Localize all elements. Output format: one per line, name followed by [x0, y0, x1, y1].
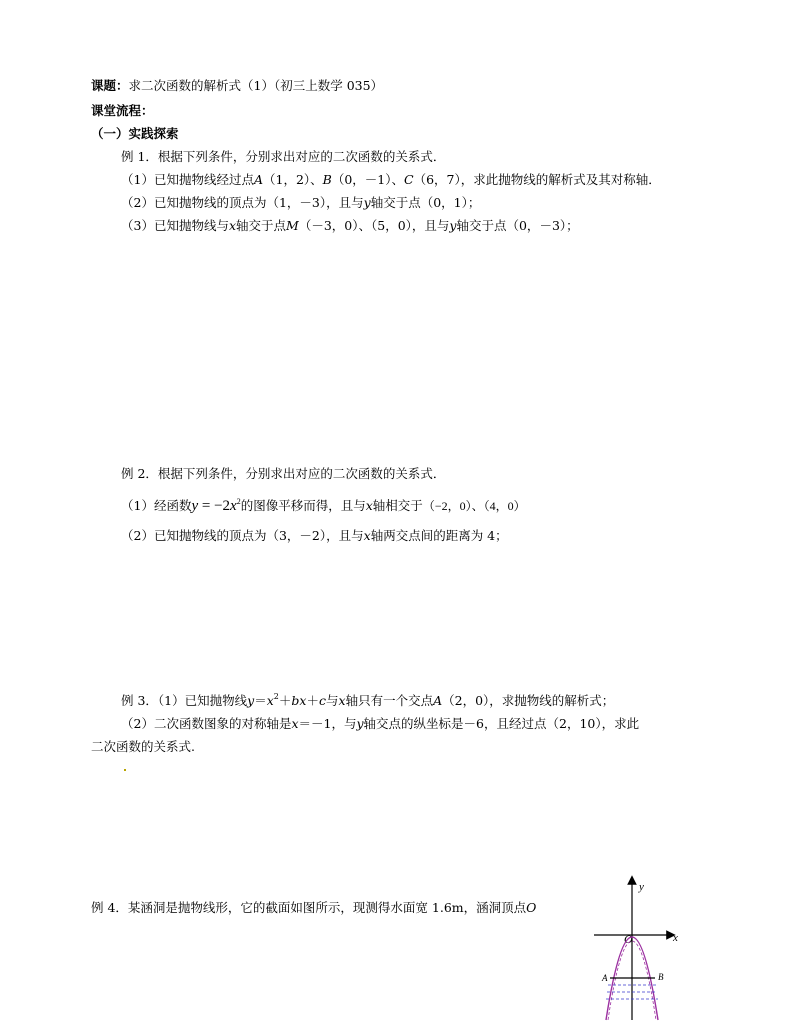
topic-text: 求二次函数的解析式（1）（初三上数学 035） — [128, 78, 384, 93]
ex2-part2: （2）已知抛物线的顶点为（3，－2），且与x轴两交点间的距离为 4； — [121, 528, 508, 543]
ex3-part1: 例 3．（1）已知抛物线$y=x^2+bx+c$与x轴只有一个交点A（2，0），求抛物线的解析式； — [121, 692, 615, 708]
stray-dot — [124, 769, 126, 771]
topic-label: 课题： — [91, 78, 129, 93]
point-a-label: A — [602, 973, 608, 983]
ex3-part3: 二次函数的关系式. — [91, 739, 195, 754]
ex4-text: 例 4．某涵洞是抛物线形，它的截面如图所示，现测得水面宽 1.6m，涵洞顶点O — [91, 900, 537, 915]
process-label: 课堂流程： — [91, 103, 154, 118]
ex2-formula: $y = -2x^2$ — [191, 497, 241, 514]
origin-label: O — [624, 932, 633, 946]
ex1-part2: （2）已知抛物线的顶点为（1，－3），且与y轴交于点（0，1）； — [121, 195, 481, 210]
ex3-part2: （2）二次函数图象的对称轴是x＝－1，与y轴交点的纵坐标是－6，且经过点（2，10），求此 — [121, 716, 640, 731]
ex2-part1: （1）经函数$y = -2x^2$的图像平移而得，且与x轴相交于（−2，0）、（4，0） — [121, 497, 526, 514]
x-axis-label: x — [673, 932, 678, 944]
point-b-label: B — [658, 972, 664, 982]
ex1-intro: 例 1．根据下列条件，分别求出对应的二次函数的关系式． — [121, 149, 446, 164]
y-axis-label: y — [639, 881, 644, 893]
section-title: （一）实践探索 — [91, 126, 179, 141]
topic-line — [91, 78, 383, 94]
culvert-figure — [588, 874, 708, 1024]
ex2-intro: 例 2．根据下列条件，分别求出对应的二次函数的关系式． — [121, 466, 446, 481]
ex1-part3: （3）已知抛物线与x轴交于点M（－3，0）、（5，0），且与y轴交于点（0，－3）； — [121, 218, 579, 233]
ex1-part1: （1）已知抛物线经过点A（1，2）、B（0，－1）、C（6，7），求此抛物线的解析式及其对称轴． — [121, 172, 661, 187]
